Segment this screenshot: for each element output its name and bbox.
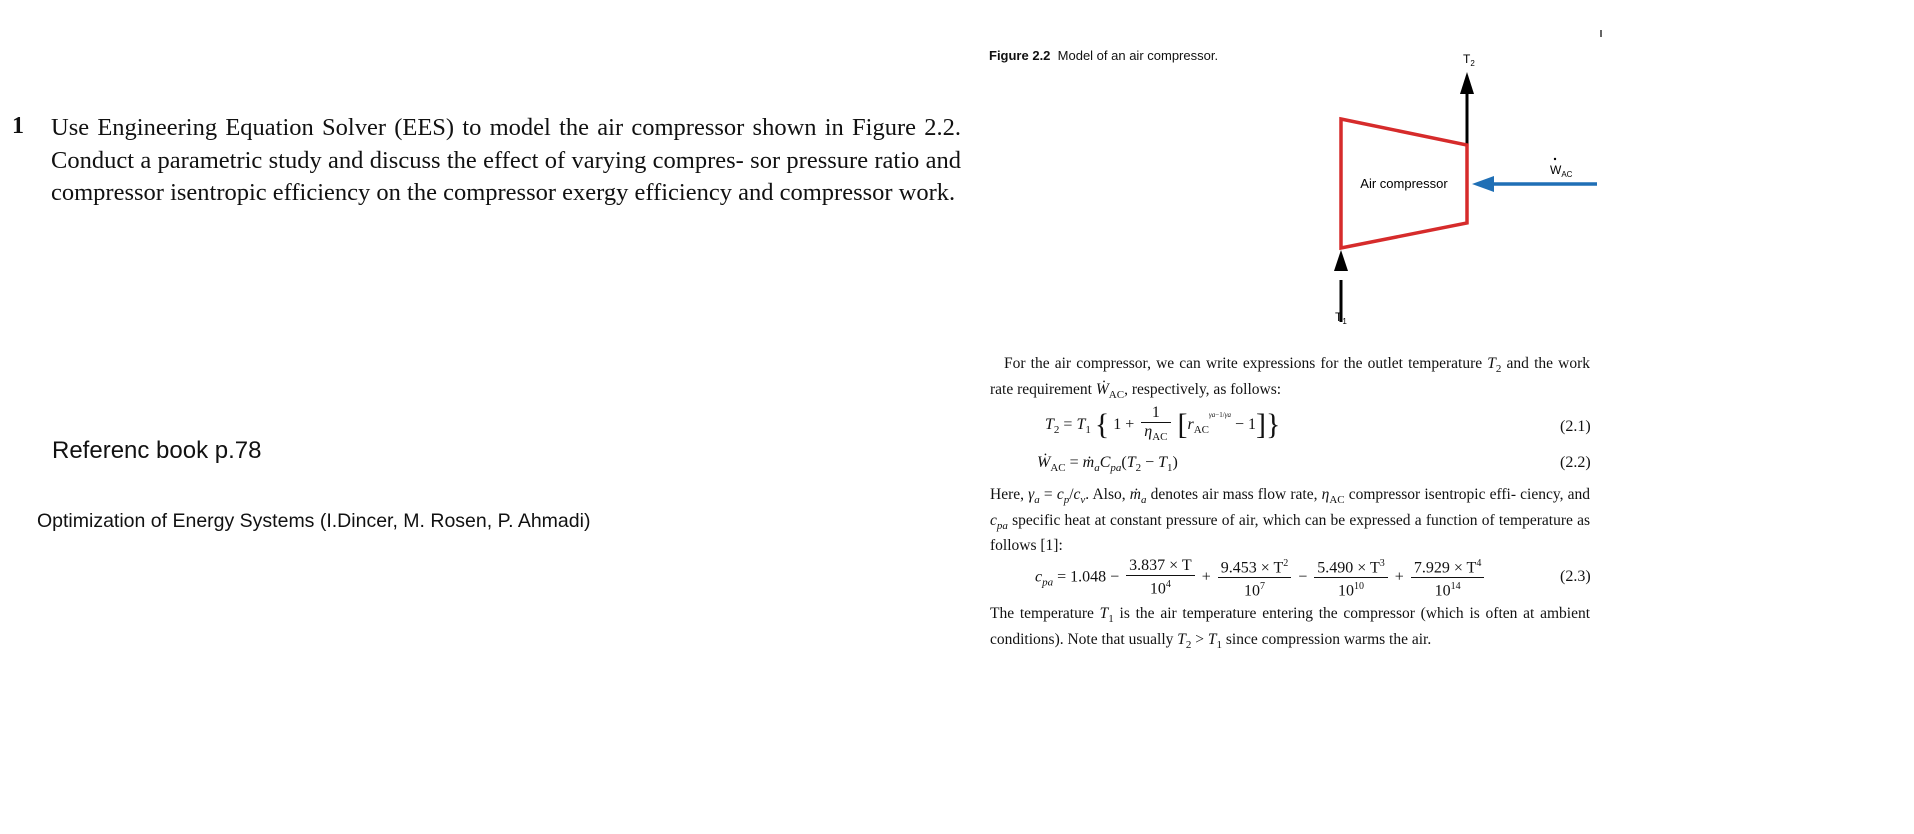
eq3-term3-den: 10 (1338, 582, 1355, 600)
eq3-term2-exp: 7 (1259, 581, 1265, 593)
question-text: Use Engineering Equation Solver (EES) to model the air compressor shown in Figure 2.2. Conduct a parametric study and discuss the effect of varying compres- sor pressure ratio and compressor isentropic efficiency on the compressor exergy efficiency and compressor work. (51, 114, 961, 206)
inlet-temp-label: $T_1$ (1335, 310, 1347, 326)
p3-text-b: is the air temperature entering the compressor (which is often at ambient conditions). Note that usually (990, 605, 1591, 648)
eq3-term1-num: 3.837 × T (1129, 557, 1192, 575)
equation-2-1-number: (2.1) (1560, 418, 1591, 435)
eq3-term4-exp: 14 (1450, 581, 1461, 593)
equation-2-1: $T_2 = T_1$ { 1 + $\frac{1}{\eta_{AC}}$ $[r_{AC}^{\gamma a-1/\gamma a} - 1]$} (1045, 404, 1281, 444)
work-label: $W_{AC}$ (1550, 163, 1573, 179)
reference-book: Optimization of Energy Systems (I.Dincer, M. Rosen, P. Ahmadi) (37, 510, 591, 532)
eq3-constant: 1.048 (1070, 568, 1107, 586)
p2-text-c: denotes air mass flow rate, (1150, 486, 1318, 503)
eq3-term4-num: 7.929 × T (1413, 559, 1477, 577)
outlet-temp-label: $T_2$ (1463, 52, 1475, 68)
work-dot (1554, 158, 1556, 160)
p3-text-a: The temperature (990, 605, 1094, 622)
eq3-term3-num: 5.490 × T (1317, 559, 1380, 577)
p3-text-c: since compression warms the air. (1225, 630, 1432, 648)
eq3-term1-den: 10 (1149, 580, 1166, 598)
p2-text-d: compressor isentropic effi- ciency, and (1348, 486, 1591, 503)
reference-page: Referenc book p.78 (52, 437, 262, 464)
compressor-diagram (980, 20, 1620, 340)
question-number: 1 (12, 113, 24, 139)
figure-caption-label: Figure 2.2 (989, 48, 1051, 63)
eq3-term4-den: 10 (1434, 582, 1451, 600)
paragraph-intro: For the air compressor, we can write expressions for the outlet temperature $T_2$ and the work rate requirement Ẇ$_{AC}$, respectively, as follows: (990, 355, 1590, 401)
p1-text-b: and the work rate requirement (990, 355, 1590, 398)
p2-text-b: . Also, (1085, 486, 1126, 503)
paragraph-temperature-note: The temperature $T_1$ is the air temperature entering the compressor (which is often at ambient conditions). Note that usually $T_2 > T_1$ since compression warms the air. (990, 605, 1591, 651)
eq3-term2-num: 9.453 × T (1220, 559, 1284, 577)
equation-2-2-number: (2.2) (1560, 454, 1591, 471)
eq3-term3-exp: 10 (1354, 581, 1365, 593)
p2-text-e: specific heat at constant pressure of air, which can be expressed a function of temperature as follows [1]: (990, 511, 1591, 555)
work-arrowhead-icon (1472, 176, 1494, 192)
compressor-label: Air compressor (1360, 176, 1448, 191)
eq3-term1-exp: 4 (1165, 579, 1171, 591)
equation-2-3-number: (2.3) (1560, 568, 1591, 585)
figure-caption-text: Model of an air compressor. (1057, 48, 1219, 63)
eq3-term2-den: 10 (1243, 582, 1260, 600)
outlet-arrowhead-icon (1460, 72, 1474, 94)
p1-text-a: For the air compressor, we can write expressions for the outlet temperature (1004, 355, 1483, 372)
equation-2-2: Ẇ$_{AC}$ = $ṁ_aC_{pa}(T_2 - T_1)$ (1037, 454, 1178, 475)
p2-text-a: Here, (990, 486, 1024, 503)
equation-2-3: $c_{pa} = 1.048$ − $\frac{3.837 \times T}{10^4}$ + $\frac{9.453 \times T^2}{10^7}$ − $\frac{5.490 \times T^3}{10^{10}}$ + $\frac{7.929 \times T^4}{10^{14}}$ (1035, 555, 1487, 601)
inlet-arrowhead-icon (1334, 250, 1348, 271)
p1-text-c: , respectively, as follows: (1124, 380, 1282, 398)
paragraph-definitions: Here, $\gamma_a = c_p/c_v$. Also, ṁ$_a$ denotes air mass flow rate, $\eta_{AC}$ compressor isentropic effi- ciency, and $c_{pa}$ specific heat at constant pressure of air, which can be expressed a function of temperature as follows [1]: (990, 486, 1591, 555)
